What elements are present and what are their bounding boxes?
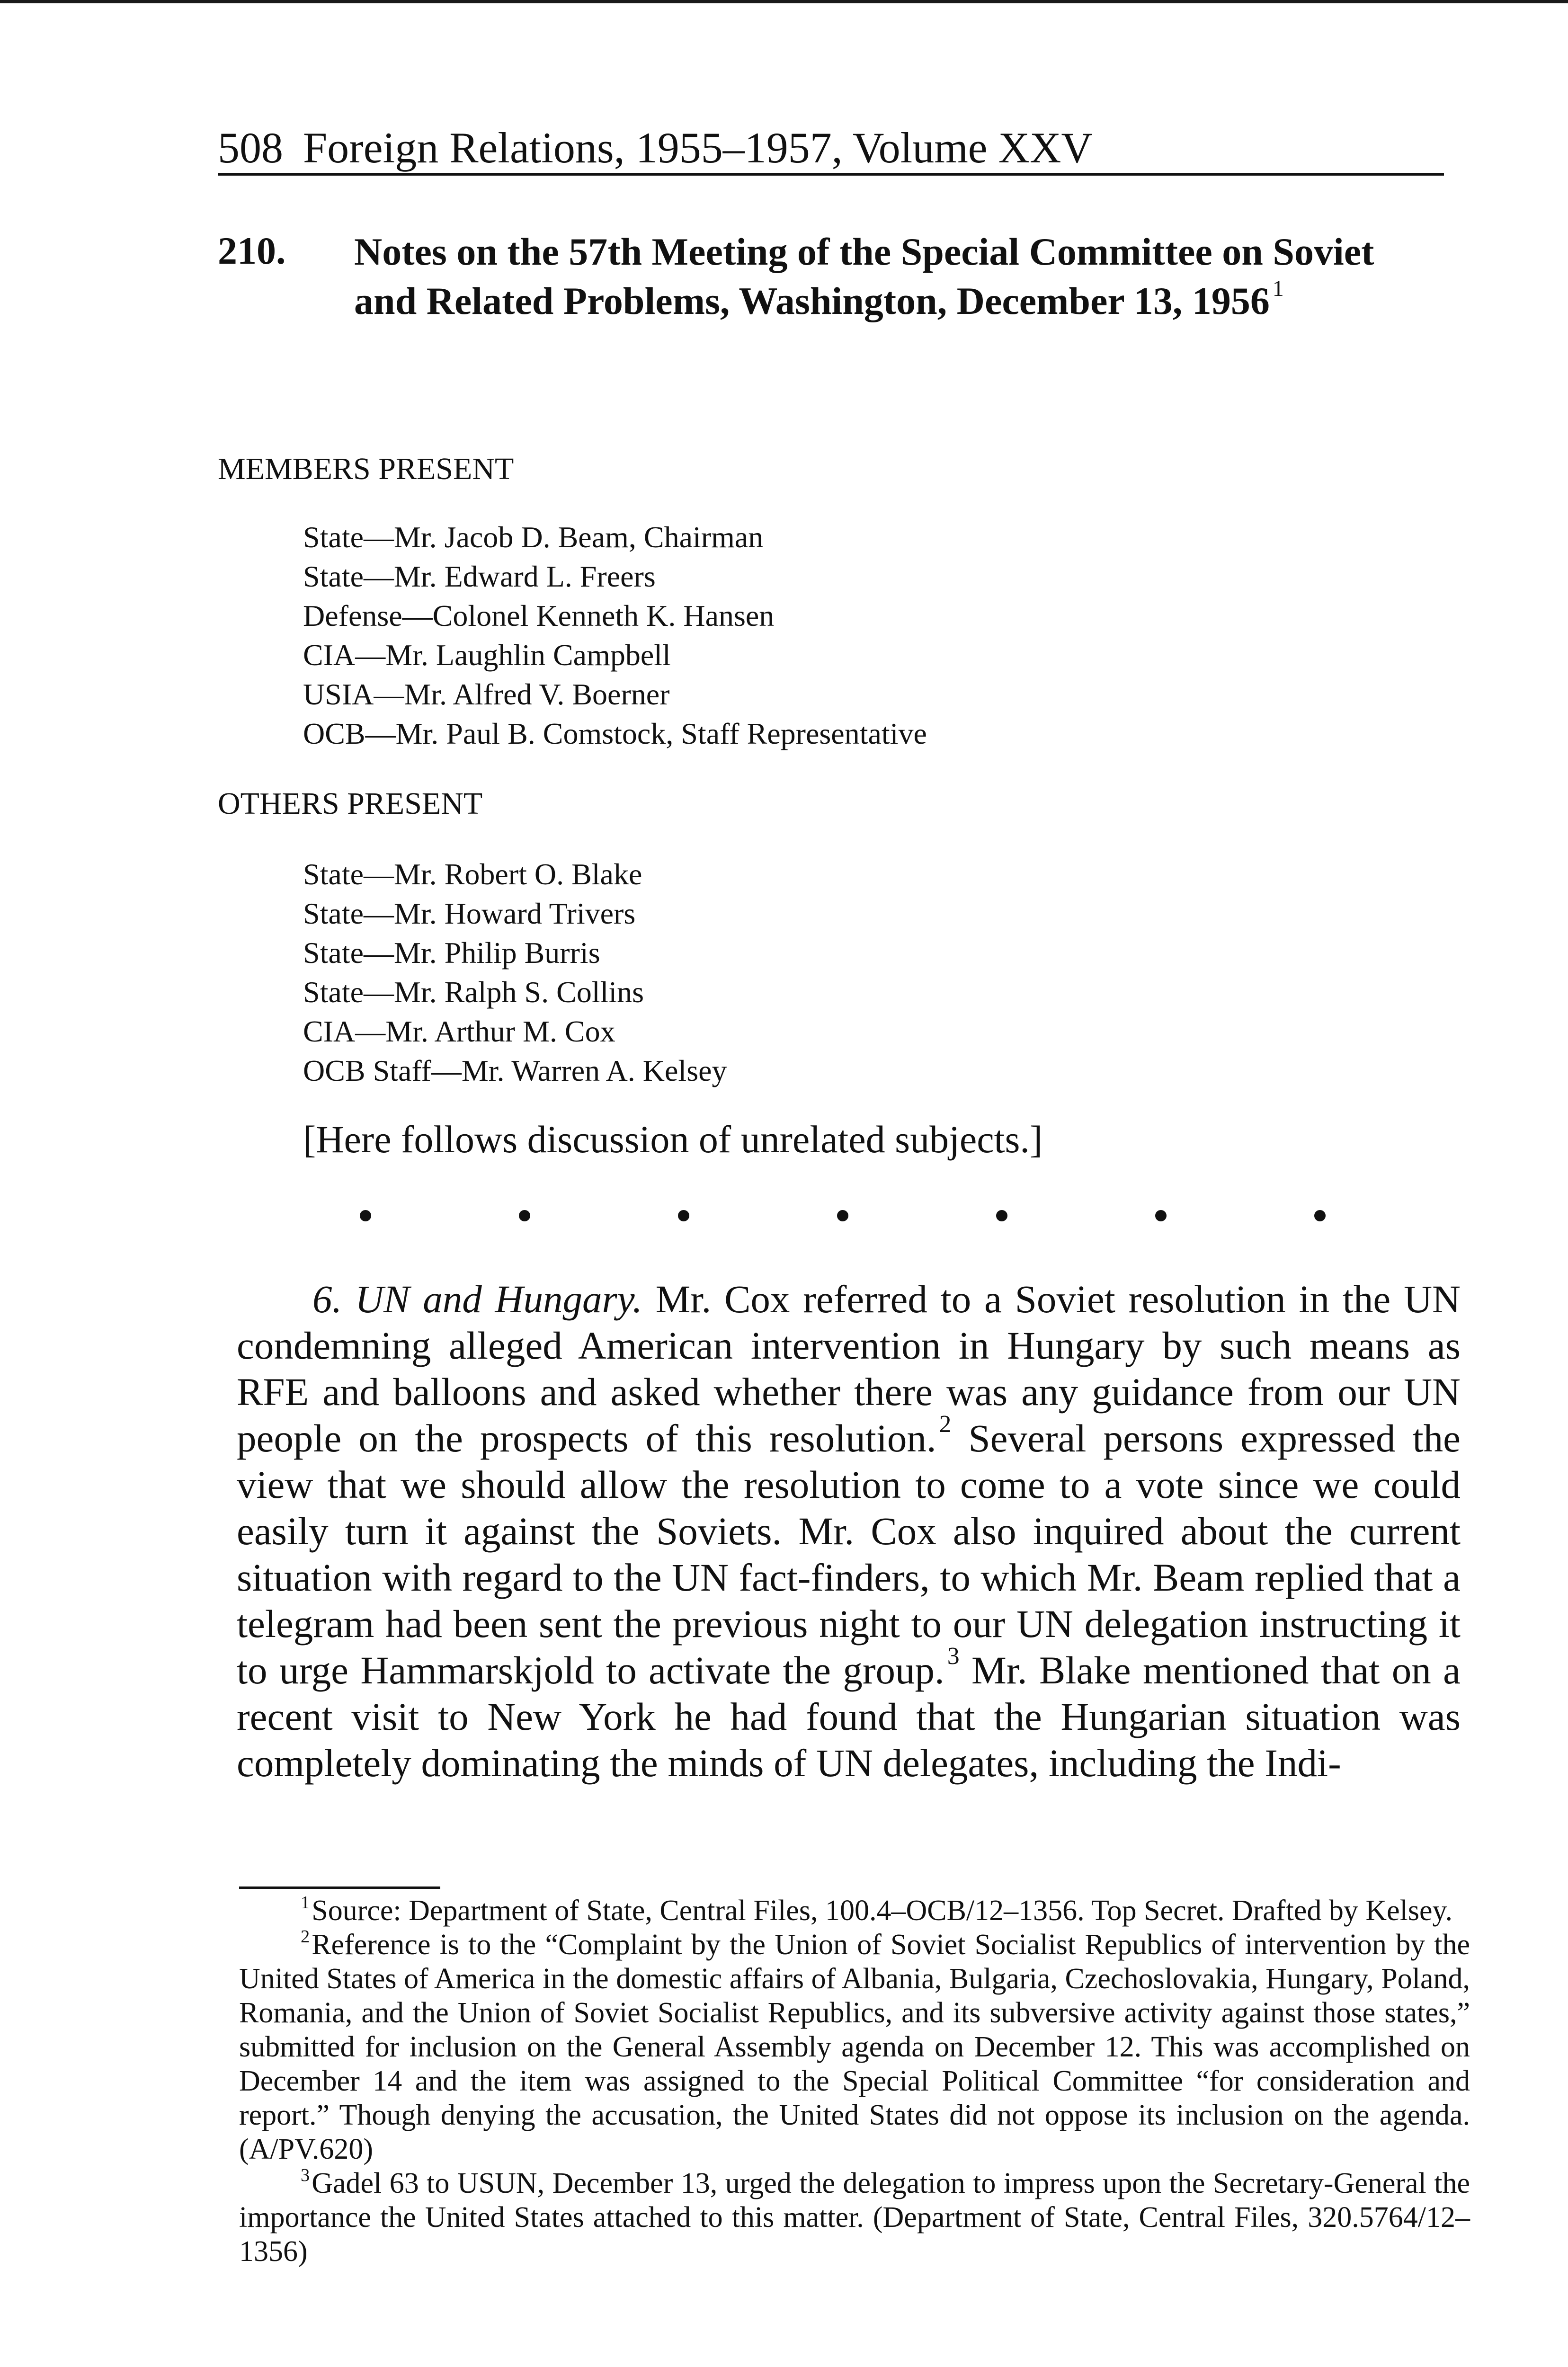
editorial-note: [Here follows discussion of unrelated subjects.] bbox=[303, 1118, 1043, 1161]
attendee-entry: State—Mr. Philip Burris bbox=[303, 936, 600, 970]
running-title: Foreign Relations, 1955–1957, Volume XXV bbox=[303, 124, 1093, 172]
member-entry: CIA—Mr. Laughlin Campbell bbox=[303, 638, 671, 672]
member-entry: Defense—Colonel Kenneth K. Hansen bbox=[303, 599, 775, 632]
attendee-entry: State—Mr. Robert O. Blake bbox=[303, 857, 642, 891]
document-title bbox=[354, 227, 1424, 326]
omission-dot bbox=[837, 1210, 848, 1221]
omission-dot bbox=[360, 1210, 371, 1221]
omission-dots bbox=[360, 1210, 1326, 1221]
others-present-list bbox=[303, 854, 727, 1090]
omission-dot bbox=[996, 1210, 1007, 1221]
body-paragraph bbox=[237, 1276, 1461, 1786]
document-title-text: Notes on the 57th Meeting of the Special Committee on Soviet and Related Problems, Washington, December 13, 1956 bbox=[354, 230, 1374, 322]
footnote-text: Reference is to the “Complaint by the Union of Soviet Socialist Republics of intervention by the United States of America in the domestic affairs of Albania, Bulgaria, Czechoslovakia, Hungary, Poland, Romania, and the Union of Soviet Socialist Republics, and its subversive activity against those states,” submitted for inclusion on the General Assembly agenda on December 12. This was accomplished on December 14 and the item was assigned to the Special Political Committee “for consideration and report.” Though denying the accusation, the United States did not oppose its inclusion on the agenda. (A/PV.620) bbox=[239, 1929, 1470, 2165]
footnotes bbox=[239, 1894, 1470, 2269]
footnote-number: 1 bbox=[301, 1893, 310, 1913]
omission-dot bbox=[678, 1210, 689, 1221]
attendee-entry: State—Mr. Howard Trivers bbox=[303, 897, 636, 930]
footnote-number: 3 bbox=[301, 2165, 310, 2186]
paragraph-text-1: Mr. Cox referred to a Soviet resolution in the UN condemning alleged American intervention in Hungary by such means as RFE and balloons and asked whether there was any guidance from our UN people on the prospects of this resolution. bbox=[237, 1277, 1461, 1460]
page-number: 508 bbox=[218, 124, 283, 172]
attendee-entry: OCB Staff—Mr. Warren A. Kelsey bbox=[303, 1054, 727, 1087]
document-number: 210. bbox=[218, 229, 286, 272]
members-present-list bbox=[303, 517, 927, 753]
paragraph-text-3: Mr. Blake mentioned that on a recent visit to New York he had found that the Hungarian situation was completely dominating the minds of UN delegates, including the Indi- bbox=[237, 1648, 1461, 1785]
footnote-text: Source: Department of State, Central Files, 100.4–OCB/12–1356. Top Secret. Drafted by Kelsey. bbox=[312, 1895, 1452, 1927]
footnote-text: Gadel 63 to USUN, December 13, urged the delegation to impress upon the Secretary-General the importance the United States attached to this matter. (Department of State, Central Files, 320.5764/12–1356) bbox=[239, 2167, 1470, 2268]
footnote-rule bbox=[239, 1886, 440, 1889]
running-head bbox=[218, 124, 1444, 172]
member-entry: State—Mr. Jacob D. Beam, Chairman bbox=[303, 520, 764, 554]
footnote-number: 2 bbox=[301, 1927, 310, 1947]
omission-dot bbox=[1314, 1210, 1326, 1221]
footnote-ref-3: 3 bbox=[947, 1642, 960, 1670]
footnote-ref-2: 2 bbox=[939, 1410, 952, 1438]
members-present-label: MEMBERS PRESENT bbox=[218, 452, 514, 486]
paragraph-text-2: Several persons expressed the view that we should allow the resolution to come to a vote since we could easily turn it against the Soviets. Mr. Cox also inquired about the current situation with regard to the UN fact-finders, to which Mr. Beam replied that a telegram had been sent the previous night to our UN delegation instructing it to urge Hammarskjold to activate the group. bbox=[237, 1416, 1461, 1692]
footnote bbox=[239, 1894, 1470, 1928]
header-rule bbox=[218, 173, 1444, 176]
footnote bbox=[239, 2166, 1470, 2269]
attendee-entry: State—Mr. Ralph S. Collins bbox=[303, 975, 644, 1009]
paragraph-heading: 6. UN and Hungary. bbox=[312, 1277, 642, 1321]
member-entry: OCB—Mr. Paul B. Comstock, Staff Representative bbox=[303, 717, 927, 750]
attendee-entry: CIA—Mr. Arthur M. Cox bbox=[303, 1014, 615, 1048]
footnote-ref-1: 1 bbox=[1272, 276, 1284, 301]
footnote bbox=[239, 1928, 1470, 2166]
member-entry: State—Mr. Edward L. Freers bbox=[303, 560, 656, 593]
member-entry: USIA—Mr. Alfred V. Boerner bbox=[303, 677, 670, 711]
omission-dot bbox=[519, 1210, 530, 1221]
omission-dot bbox=[1155, 1210, 1167, 1221]
others-present-label: OTHERS PRESENT bbox=[218, 786, 483, 821]
